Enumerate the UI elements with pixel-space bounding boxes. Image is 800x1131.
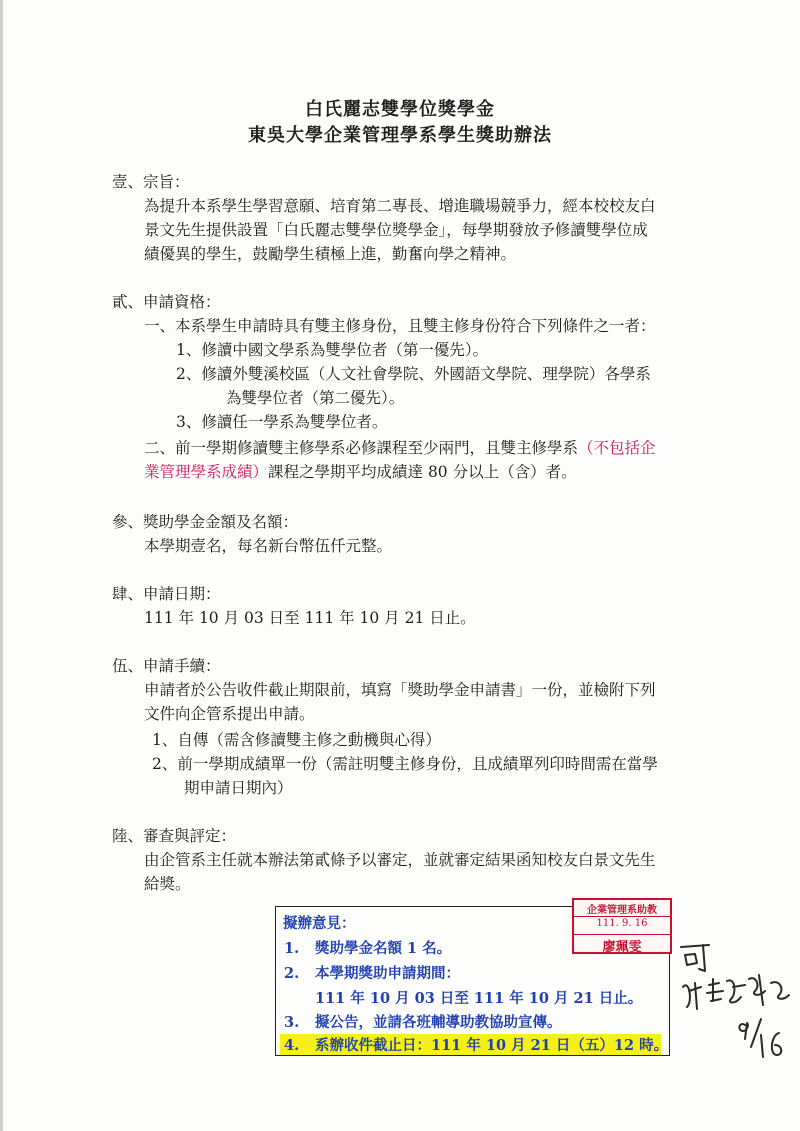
- document-subtitle: 東吳大學企業管理學系學生獎助辦法: [248, 125, 552, 146]
- section-2-clause-2b: [144, 462, 577, 482]
- seal-unit: 企業管理系助教: [587, 905, 657, 916]
- review-heading: 擬辦意見：: [283, 915, 356, 932]
- section-5-text-2: 文件向企管系提出申請。: [144, 705, 315, 723]
- section-6-heading: 陸、審查與評定：: [112, 827, 237, 845]
- page-edge: [0, 0, 3, 1131]
- review-num-1: 1.: [284, 940, 300, 957]
- section-2-clause-2a: [144, 438, 656, 458]
- section-4-text: 111 年 10 月 03 日至 111 年 10 月 21 日止。: [144, 609, 476, 627]
- seal-date: 111. 9. 16: [596, 918, 648, 929]
- section-5-item-2b: 期申請日期內）: [184, 779, 293, 797]
- section-2-item-2a: 2、修讀外雙溪校區（人文社會學院、外國語文學院、理學院）各學系: [176, 365, 651, 383]
- review-num-3: 3.: [284, 1014, 300, 1031]
- section-4-heading: 肆、申請日期：: [112, 585, 221, 603]
- review-num-4: 4.: [284, 1037, 300, 1054]
- review-num-2: 2.: [284, 965, 300, 982]
- section-5-text-1: 申請者於公告收件截止期限前，填寫「獎助學金申請書」一份，並檢附下列: [144, 681, 656, 699]
- clause-2b-red-text: 業管理學系成績）: [144, 463, 269, 481]
- section-2-item-3: 3、修讀任一學系為雙學位者。: [176, 413, 388, 431]
- seal-divider: [574, 934, 670, 935]
- section-1-text-3: 績優異的學生，鼓勵學生積極上進，勤奮向學之精神。: [144, 245, 517, 263]
- handwritten-signature-icon: [675, 935, 795, 1065]
- section-2-item-1: 1、修讀中國文學系為雙學位者（第一優先）。: [176, 341, 489, 359]
- review-item-3: 擬公告，並請各班輔導助教協助宣傳。: [315, 1014, 562, 1031]
- clause-2a-text: 二、前一學期修讀雙主修學系必修課程至少兩門，且雙主修學系: [144, 439, 579, 457]
- section-5-item-1: 1、自傳（需含修讀雙主修之動機與心得）: [152, 731, 441, 749]
- section-2-item-2b: 為雙學位者（第二優先）。: [226, 389, 405, 407]
- section-3-text: 本學期壹名，每名新台幣伍仟元整。: [144, 537, 393, 555]
- clause-2b-text: 課程之學期平均成績達 80 分以上（含）者。: [268, 463, 577, 481]
- document-title: 白氏麗志雙學位獎學金: [305, 99, 495, 120]
- review-item-2b: 111 年 10 月 03 日至 111 年 10 月 21 日止。: [315, 990, 643, 1007]
- section-6-text-1: 由企管系主任就本辦法第貳條予以審定，並就審定結果函知校友白景文先生: [144, 851, 656, 869]
- approval-seal: [572, 898, 672, 954]
- section-6-text-2: 給獎。: [144, 875, 191, 893]
- seal-divider: [574, 916, 670, 917]
- section-2-heading: 貳、申請資格：: [112, 293, 221, 311]
- section-5-heading: 伍、申請手續：: [112, 657, 221, 675]
- section-2-clause-1: 一、本系學生申請時具有雙主修身份，且雙主修身份符合下列條件之一者：: [144, 317, 656, 335]
- section-1-heading: 壹、宗旨：: [112, 173, 190, 191]
- review-item-4: 系辦收件截止日：111 年 10 月 21 日（五）12 時。: [315, 1037, 669, 1054]
- clause-2a-red-text: （不包括企: [578, 439, 656, 457]
- seal-name: 廖珮雯: [602, 940, 642, 955]
- section-3-heading: 參、獎助學金金額及名額：: [112, 513, 299, 531]
- section-5-item-2a: 2、前一學期成績單一份（需註明雙主修身份，且成績單列印時間需在當學: [152, 755, 658, 773]
- section-1-text-1: 為提升本系學生學習意願、培育第二專長、增進職場競爭力，經本校校友白: [144, 197, 656, 215]
- section-1-text-2: 景文先生提供設置「白氏麗志雙學位獎學金」，每學期發放予修讀雙學位成: [144, 221, 648, 239]
- review-item-2: 本學期獎助申請期間：: [315, 965, 460, 982]
- review-item-1: 獎助學金名額 1 名。: [315, 940, 452, 957]
